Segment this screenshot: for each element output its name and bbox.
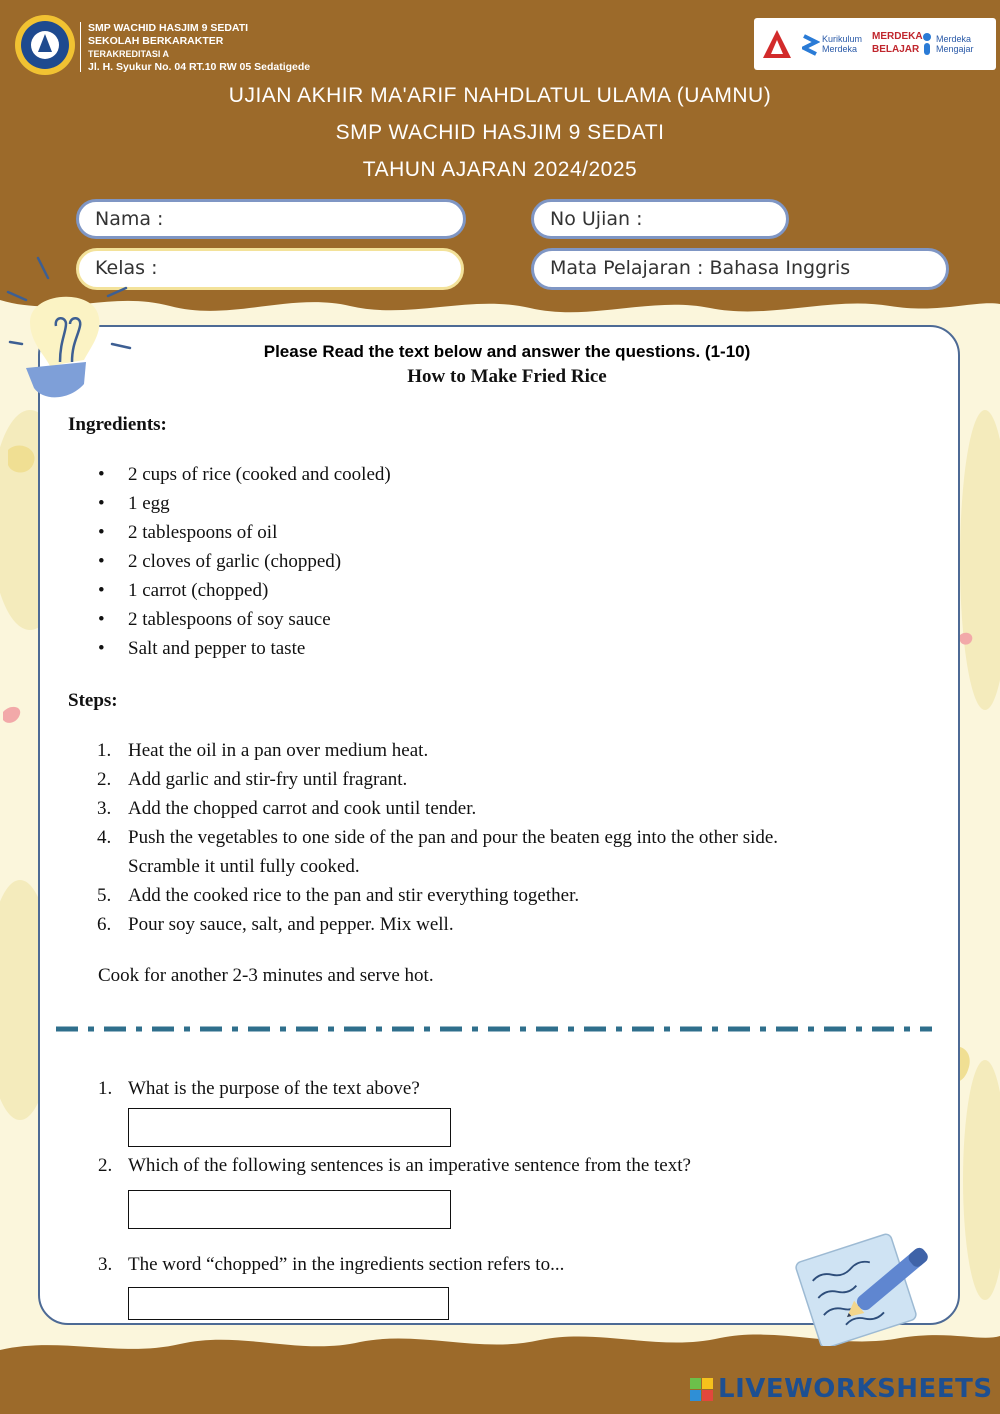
- question-number: 2.: [98, 1155, 113, 1176]
- step-number: 4.: [97, 827, 112, 848]
- nama-field[interactable]: [76, 199, 466, 239]
- school-logo-icon: [14, 14, 76, 76]
- mata-pelajaran-field[interactable]: [531, 248, 949, 290]
- exam-year: TAHUN AJARAN 2024/2025: [362, 158, 638, 181]
- step-text: Push the vegetables to one side of the pan and pour the beaten egg into the other side.: [128, 827, 779, 848]
- school-line-3: TERAKREDITASI A: [88, 49, 169, 59]
- liveworksheets-brand[interactable]: LIVEWORKSHEETS: [718, 1374, 993, 1404]
- nama-label: Nama :: [95, 208, 164, 230]
- worksheet-page: SMP WACHID HASJIM 9 SEDATI SEKOLAH BERKARAKTER TERAKREDITASI A Jl. H. Syukur No. 04 RT.10 RW 05 Sedatigede Kurikulum Merdeka MERDEKA BELAJAR Merdeka Mengajar UJIAN AKHIR MA'ARIF NAHDLATUL ULAMA (UAMNU) SMP WACHID HASJIM 9 SEDATI TAHUN AJARAN 2024/2025 Nama : No Ujian : Kelas : Mata Pelajaran : Bahasa Inggris Please Read the text below and answer the questions. (1-10) How to Make Fried Rice Ingredients: • 2 cups of rice (cooked and cooled) • 1 egg • 2 tablespoons of oil • 2 cloves of garlic (chopped) • 1 carrot (chopped) • 2 tablespoons of soy sauce • Salt and pepper to taste Steps: 1. Heat the oil in a pan over medium heat. 2. Add garlic and stir-fry until fragrant. 3. Add the chopped carrot and cook until tender. 4. Push the vegetables to one side of the pan and pour the beaten egg into the other side. Scramble it until fully cooked. 5. Add the cooked rice to the pan and stir everything together. 6. Pour soy sauce, salt, and pepper. Mix well. Cook for another 2-3 minutes and serve hot. 1. What is the purpose of the text above? 2. Which of the following sentences is an imperative sentence from the text? 3. The word “chopped” in the ingredients section refers to... LIVEWORKSHEETS: [0, 0, 1000, 1414]
- merdeka-belajar-label: MERDEKA BELAJAR: [872, 31, 923, 55]
- no-ujian-label: No Ujian :: [550, 208, 643, 230]
- step-text: Add garlic and stir-fry until fragrant.: [128, 769, 408, 790]
- merdeka-mengajar-logo-icon: [920, 32, 934, 56]
- steps-heading: Steps:: [68, 690, 118, 711]
- ingredient-text: 2 cloves of garlic (chopped): [128, 551, 342, 572]
- ingredient-text: Salt and pepper to taste: [128, 638, 306, 659]
- step-text: Add the cooked rice to the pan and stir everything together.: [128, 885, 580, 906]
- ingredient-text: 2 tablespoons of oil: [128, 522, 278, 543]
- mata-pelajaran-label: Mata Pelajaran : Bahasa Inggris: [550, 257, 851, 279]
- question-text: Which of the following sentences is an imperative sentence from the text?: [128, 1155, 691, 1176]
- merdeka-mengajar-label: Merdeka Mengajar: [936, 34, 974, 54]
- kurikulum-label: Kurikulum Merdeka: [822, 34, 863, 54]
- kurikulum-logo-icon: [802, 32, 820, 56]
- notepad-pen-icon: [786, 1216, 946, 1346]
- school-info: [88, 22, 310, 74]
- no-ujian-field[interactable]: [531, 199, 789, 239]
- question-text: The word “chopped” in the ingredients section refers to...: [128, 1254, 565, 1275]
- liveworksheets-logo-icon: [690, 1378, 714, 1402]
- school-line-1: SMP WACHID HASJIM 9 SEDATI: [88, 22, 249, 34]
- curriculum-logos: [754, 18, 996, 70]
- reading-instruction: Please Read the text below and answer the questions. (1-10): [263, 342, 751, 361]
- step-text: Add the chopped carrot and cook until tender.: [128, 798, 477, 819]
- school-address: Jl. H. Syukur No. 04 RT.10 RW 05 Sedatigede: [88, 61, 311, 73]
- step-number: 3.: [97, 798, 112, 819]
- ingredient-text: 1 egg: [128, 493, 170, 514]
- step-number: 6.: [97, 914, 112, 935]
- ingredient-text: 2 tablespoons of soy sauce: [128, 609, 331, 630]
- step-number: 2.: [97, 769, 112, 790]
- question-text: What is the purpose of the text above?: [128, 1078, 420, 1099]
- text-title: How to Make Fried Rice: [407, 366, 607, 387]
- question-number: 3.: [98, 1254, 113, 1275]
- step-text: Pour soy sauce, salt, and pepper. Mix well.: [128, 914, 454, 935]
- ingredients-heading: Ingredients:: [68, 414, 167, 435]
- kelas-label: Kelas :: [95, 257, 158, 279]
- exam-school-name: SMP WACHID HASJIM 9 SEDATI: [335, 121, 665, 144]
- ingredient-text: 1 carrot (chopped): [128, 580, 269, 601]
- step-text: Heat the oil in a pan over medium heat.: [128, 740, 429, 761]
- step-text: Scramble it until fully cooked.: [128, 856, 360, 877]
- closing-sentence: Cook for another 2-3 minutes and serve hot.: [98, 965, 434, 986]
- answer-box-3[interactable]: [128, 1287, 449, 1320]
- step-number: 1.: [97, 740, 112, 761]
- lightbulb-icon: [0, 252, 135, 422]
- question-number: 1.: [98, 1078, 113, 1099]
- school-line-2: SEKOLAH BERKARAKTER: [88, 35, 224, 47]
- ingredient-text: 2 cups of rice (cooked and cooled): [128, 464, 391, 485]
- red-a-logo-icon: [760, 28, 794, 60]
- answer-box-2[interactable]: [128, 1190, 451, 1229]
- answer-box-1[interactable]: [128, 1108, 451, 1147]
- exam-title: UJIAN AKHIR MA'ARIF NAHDLATUL ULAMA (UAMNU): [228, 84, 772, 107]
- dashed-separator: [56, 1024, 932, 1034]
- step-number: 5.: [97, 885, 112, 906]
- header-divider: [80, 22, 81, 72]
